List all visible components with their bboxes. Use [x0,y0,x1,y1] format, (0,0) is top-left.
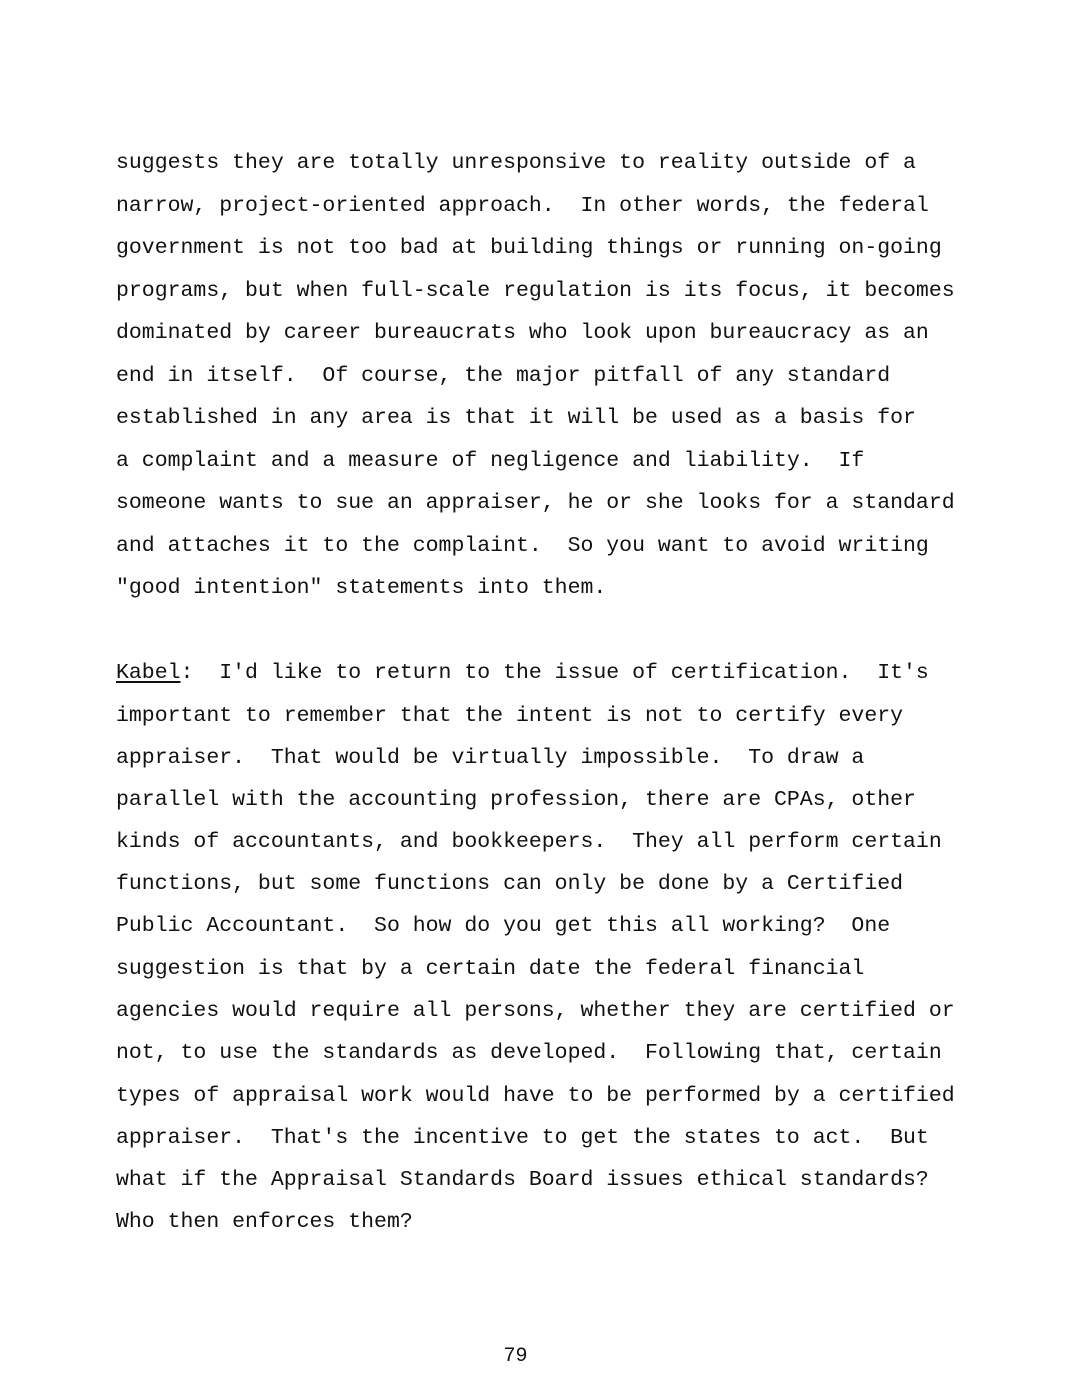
text-line: government is not too bad at building things or running on-going [116,236,942,260]
text-line: important to remember that the intent is not to certify every [116,704,904,728]
text-line: suggests they are totally unresponsive to reality outside of a [116,151,916,175]
text-line: Who then enforces them? [116,1210,413,1234]
text-line: end in itself. Of course, the major pitfall of any standard [116,364,891,388]
text-line: agencies would require all persons, whether they are certified or [116,999,955,1023]
speaker-name: Kabel [116,661,181,685]
text-line: someone wants to sue an appraiser, he or she looks for a standard [116,491,955,515]
text-line: types of appraisal work would have to be performed by a certified [116,1084,955,1108]
text-line: appraiser. That's the incentive to get the states to act. But [116,1126,929,1150]
text-line: Public Accountant. So how do you get this all working? One [116,914,891,938]
speaker-text: : I'd like to return to the issue of certification. It's [180,661,929,685]
page-number: 79 [503,1345,528,1368]
text-line: kinds of accountants, and bookkeepers. They all perform certain [116,830,942,854]
text-line: established in any area is that it will be used as a basis for [116,406,916,430]
text-line: dominated by career bureaucrats who look upon bureaucracy as an [116,321,929,345]
text-line: and attaches it to the complaint. So you want to avoid writing [116,534,929,558]
text-line: what if the Appraisal Standards Board issues ethical standards? [116,1168,929,1192]
text-line: suggestion is that by a certain date the federal financial [116,957,865,981]
text-line: parallel with the accounting profession, there are CPAs, other [116,788,916,812]
text-line: functions, but some functions can only be done by a Certified [116,872,904,896]
text-line: "good intention" statements into them. [116,576,607,600]
text-line-first [116,660,929,686]
text-line: appraiser. That would be virtually impossible. To draw a [116,746,865,770]
text-line: programs, but when full-scale regulation is its focus, it becomes [116,279,955,303]
text-line: not, to use the standards as developed. Following that, certain [116,1041,942,1065]
text-line: narrow, project-oriented approach. In other words, the federal [116,194,929,218]
text-line: a complaint and a measure of negligence and liability. If [116,449,865,473]
